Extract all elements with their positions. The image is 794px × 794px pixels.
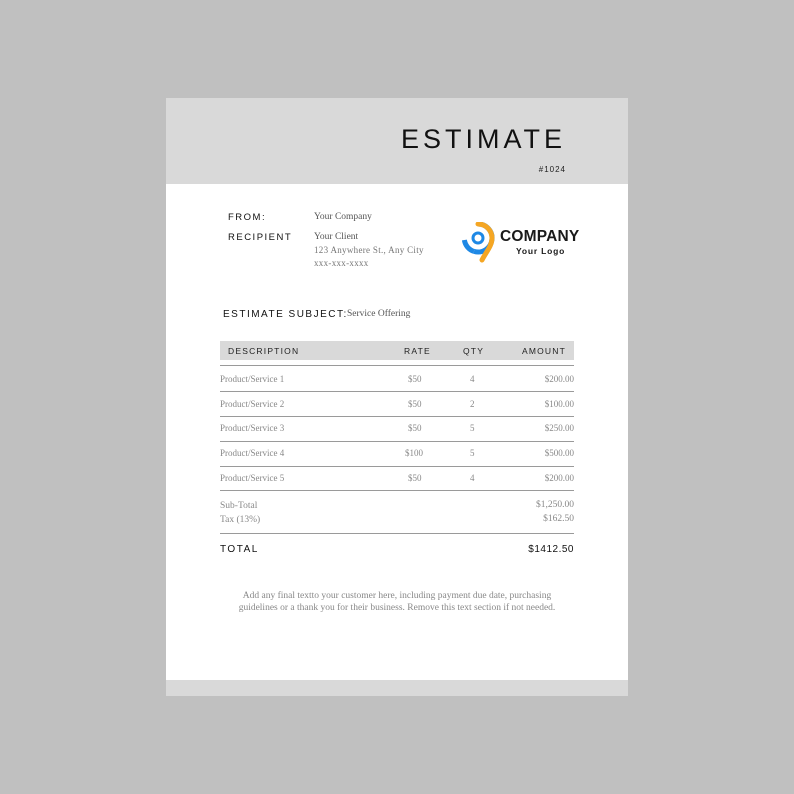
estimate-title: ESTIMATE: [400, 124, 566, 154]
divider: [220, 416, 574, 417]
row-amount: $500.00: [544, 448, 574, 458]
tax-value: $162.50: [543, 514, 574, 524]
row-description: Product/Service 3: [220, 423, 285, 433]
divider: [220, 391, 574, 392]
header-rate: RATE: [404, 346, 431, 356]
row-rate: $50: [408, 399, 422, 409]
closing-note: Add any final textto your customer here, including payment due date, purchasing guidelines or a thank you for their business. Remove this text section if not needed.: [238, 591, 556, 613]
row-rate: $100: [405, 448, 423, 458]
row-rate: $50: [408, 423, 422, 433]
divider: [220, 466, 574, 467]
row-qty: 2: [470, 399, 475, 409]
row-description: Product/Service 1: [220, 374, 285, 384]
location-pin-icon: [462, 222, 498, 264]
subtotal-value: $1,250.00: [536, 500, 574, 510]
recipient-name: Your Client: [314, 232, 359, 242]
row-amount: $200.00: [544, 473, 574, 483]
row-qty: 4: [470, 473, 475, 483]
tax-label: Tax (13%): [220, 515, 261, 525]
from-value: Your Company: [314, 212, 372, 222]
row-description: Product/Service 5: [220, 473, 285, 483]
recipient-address: 123 Anywhere St., Any City: [314, 245, 424, 255]
divider: [220, 441, 574, 442]
table-header: [220, 341, 574, 360]
row-rate: $50: [408, 473, 422, 483]
header-qty: QTY: [463, 346, 485, 356]
subtotal-label: Sub-Total: [220, 501, 258, 511]
logo-subtitle: Your Logo: [516, 246, 566, 256]
divider: [220, 490, 574, 491]
divider: [220, 533, 574, 534]
company-logo: [462, 222, 592, 264]
subject-value: Service Offering: [347, 309, 411, 319]
subject-label: ESTIMATE SUBJECT:: [223, 309, 348, 320]
page-header: [166, 98, 628, 184]
row-rate: $50: [408, 374, 422, 384]
estimate-page: [166, 98, 628, 696]
total-label: TOTAL: [220, 544, 259, 555]
row-description: Product/Service 2: [220, 399, 285, 409]
recipient-label: RECIPIENT: [228, 232, 293, 243]
logo-company-name: COMPANY: [500, 228, 580, 245]
header-description: DESCRIPTION: [228, 346, 300, 356]
row-description: Product/Service 4: [220, 448, 285, 458]
total-value: $1412.50: [528, 544, 574, 555]
row-qty: 4: [470, 374, 475, 384]
row-amount: $100.00: [544, 399, 574, 409]
page-footer: [166, 680, 628, 696]
from-label: FROM:: [228, 212, 267, 223]
row-amount: $250.00: [544, 423, 574, 433]
header-amount: AMOUNT: [521, 346, 566, 356]
estimate-number: #1024: [538, 165, 566, 174]
recipient-phone: xxx-xxx-xxxx: [314, 258, 369, 268]
row-amount: $200.00: [544, 374, 574, 384]
row-qty: 5: [470, 448, 475, 458]
row-qty: 5: [470, 423, 475, 433]
divider: [220, 365, 574, 366]
